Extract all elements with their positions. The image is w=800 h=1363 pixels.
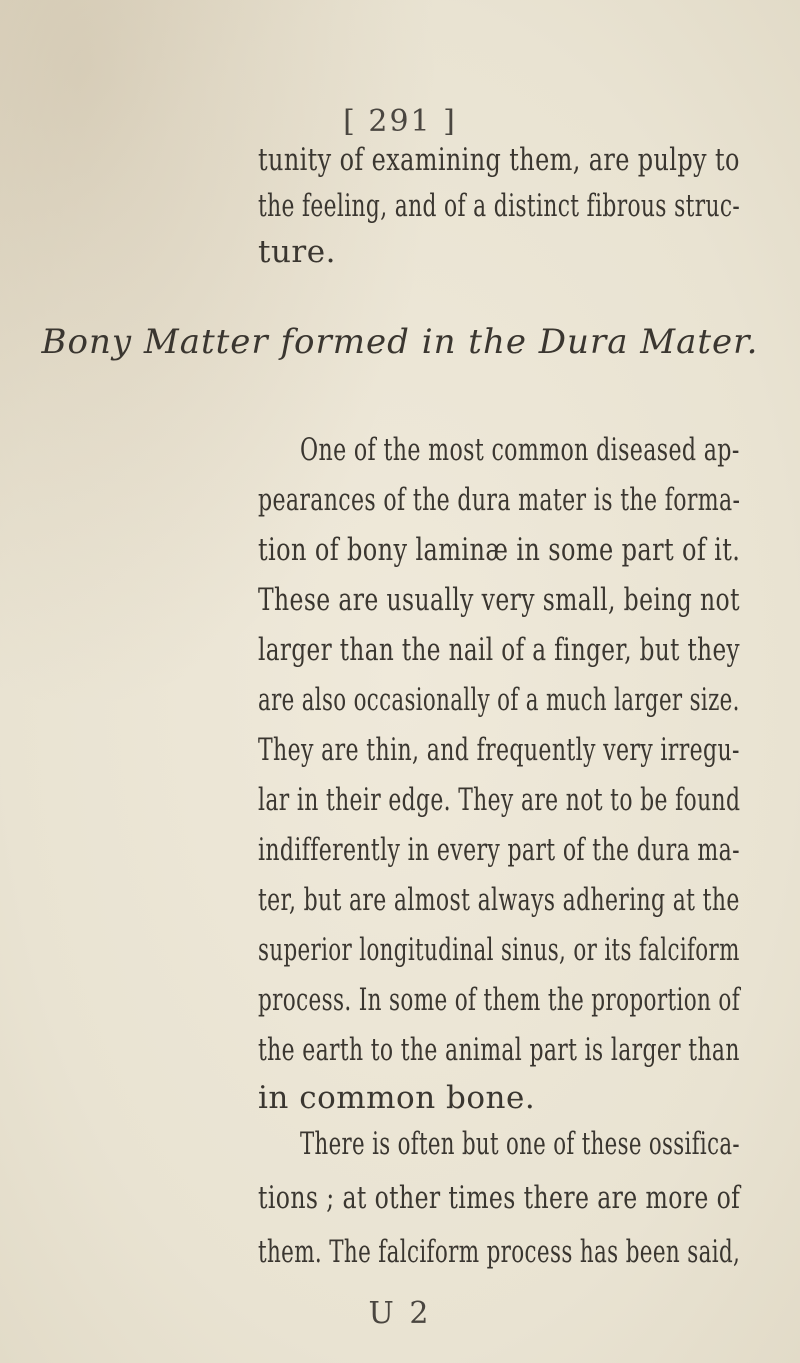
text-line: superior longitudinal sinus, or its falciform [258, 932, 740, 968]
text-line: There is often but one of these ossifica- [300, 1126, 740, 1162]
text-line: lar in their edge. They are not to be found [258, 782, 741, 818]
text-line: These are usually very small, being not [258, 582, 740, 618]
text-line: are also occasionally of a much larger size. [258, 682, 740, 718]
page-number-header: [ 291 ] [343, 104, 457, 139]
text-line: pearances of the dura mater is the forma- [258, 482, 741, 518]
text-line: them. The falciform process has been said, [258, 1234, 741, 1270]
text-line: the feeling, and of a distinct fibrous struc- [258, 188, 741, 224]
text-line: process. In some of them the proportion of [258, 982, 741, 1018]
text-line: One of the most common diseased ap- [300, 432, 740, 468]
text-line: the earth to the animal part is larger than [258, 1032, 740, 1068]
text-line: tion of bony laminæ in some part of it. [258, 532, 741, 568]
text-line: indifferently in every part of the dura ma- [258, 832, 740, 868]
text-line: ture. [258, 234, 336, 270]
section-heading: Bony Matter formed in the Dura Mater. [41, 322, 759, 362]
text-line: larger than the nail of a finger, but they [258, 632, 740, 668]
signature-mark: U 2 [368, 1296, 432, 1331]
text-line: tions ; at other times there are more of [258, 1180, 741, 1216]
text-line: ter, but are almost always adhering at the [258, 882, 740, 918]
text-line: tunity of examining them, are pulpy to [258, 142, 740, 178]
text-line: in common bone. [258, 1080, 536, 1116]
text-line: They are thin, and frequently very irregu- [258, 732, 740, 768]
